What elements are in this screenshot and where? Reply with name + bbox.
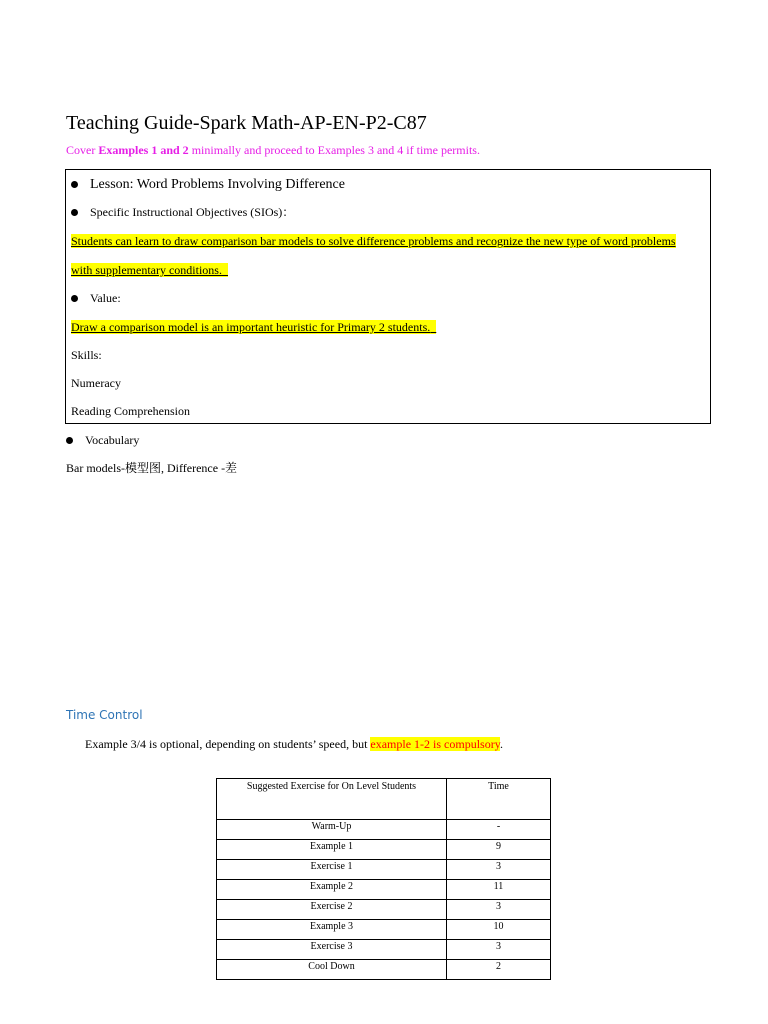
note-compulsory: example 1-2 is compulsory: [370, 737, 500, 751]
sios-label: Specific Instructional Objectives (SIOs)：: [90, 205, 295, 219]
skill-reading: Reading Comprehension: [71, 404, 190, 418]
vocabulary-terms: Bar models-模型图, Difference -差: [66, 461, 238, 475]
vocabulary-label: Vocabulary: [85, 433, 140, 447]
time-control-note: [85, 736, 503, 752]
table-cell-time: 3: [447, 860, 551, 880]
sios-text-line1: [71, 233, 676, 249]
bullet-icon: [71, 295, 78, 302]
bullet-icon: [71, 181, 78, 188]
table-cell-time: 3: [447, 900, 551, 920]
table-cell-time: -: [447, 820, 551, 840]
time-control-heading: Time Control: [66, 708, 143, 722]
table-cell-time: 10: [447, 920, 551, 940]
note-prefix: Example 3/4 is optional, depending on students’ speed, but: [85, 737, 371, 751]
cover-prefix: Cover: [66, 143, 99, 157]
cover-bold-examples: Examples 1 and 2: [98, 143, 189, 157]
table-row: [217, 860, 551, 880]
value-text-row: [71, 319, 436, 335]
table-row: [217, 840, 551, 860]
bullet-icon: [66, 437, 73, 444]
table-row: [217, 940, 551, 960]
sios-text-2: with supplementary conditions.: [71, 263, 222, 277]
table-cell-time: 11: [447, 880, 551, 900]
table-cell-exercise: Example 3: [217, 920, 447, 940]
table-header-row: [217, 779, 551, 820]
value-row: [71, 290, 121, 306]
note-suffix: .: [499, 737, 503, 751]
sios-text-1: Students can learn to draw comparison bar models to solve difference problems and recognize the new type of word problems: [71, 234, 676, 248]
table-cell-time: 9: [447, 840, 551, 860]
sios-row: [71, 204, 294, 220]
cover-instruction: [66, 142, 480, 158]
value-label: Value:: [90, 291, 121, 305]
lesson-row: [71, 176, 345, 193]
table-cell-time: 2: [447, 960, 551, 980]
table-cell-exercise: Warm-Up: [217, 820, 447, 840]
table-cell-exercise: Cool Down: [217, 960, 447, 980]
table-cell-exercise: Exercise 3: [217, 940, 447, 960]
skills-label: Skills:: [71, 348, 102, 362]
table-cell-exercise: Exercise 2: [217, 900, 447, 920]
cover-suffix: minimally and proceed to Examples 3 and 4 if time permits.: [188, 143, 480, 157]
table-row: [217, 900, 551, 920]
table-row: [217, 960, 551, 980]
lesson-box: [65, 169, 711, 424]
value-text: Draw a comparison model is an important heuristic for Primary 2 students.: [71, 320, 431, 334]
table-row: [217, 880, 551, 900]
table-cell-exercise: Exercise 1: [217, 860, 447, 880]
table-header-time: Time: [447, 779, 551, 820]
table-cell-time: 3: [447, 940, 551, 960]
vocabulary-row: [66, 432, 139, 448]
bullet-icon: [71, 209, 78, 216]
skill-numeracy: Numeracy: [71, 376, 121, 390]
table-cell-exercise: Example 1: [217, 840, 447, 860]
table-cell-exercise: Example 2: [217, 880, 447, 900]
sios-text-line2: [71, 262, 228, 278]
lesson-title: Lesson: Word Problems Involving Difference: [90, 177, 345, 192]
table-row: [217, 820, 551, 840]
table-row: [217, 920, 551, 940]
time-table: [216, 778, 551, 980]
table-header-exercise: Suggested Exercise for On Level Students: [217, 779, 447, 820]
document-title: Teaching Guide-Spark Math-AP-EN-P2-C87: [66, 112, 427, 134]
